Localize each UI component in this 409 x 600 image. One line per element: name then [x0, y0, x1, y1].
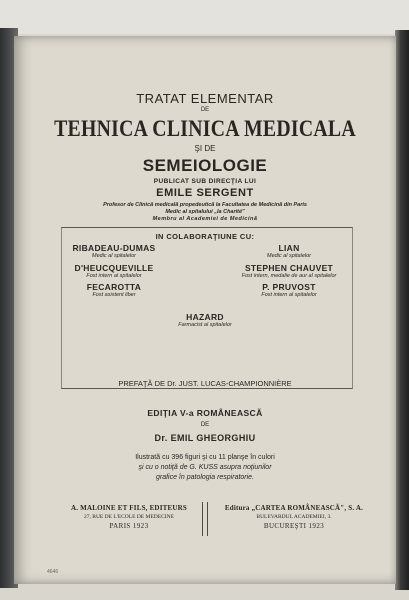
collaborator-note: Medic al spitalelor: [266, 253, 312, 259]
collaborator-name: STEPHEN CHAUVET: [244, 263, 334, 273]
publisher-right-name: Editura „CARTEA ROMÂNEASCĂ", S. A.: [224, 504, 364, 512]
illustration-line-3: grafice în patologia respiratorie.: [155, 474, 255, 481]
collaborator-note: Medic al spitalelor: [91, 253, 137, 259]
collaborator-entry: [39, 243, 189, 259]
collaborator-note: Fost asistent liber: [92, 292, 136, 298]
collaborator-entry: [204, 243, 374, 259]
collaborator-name: FECAROTTA: [86, 282, 142, 292]
collaborators-header: IN COLABORAŢIUNE CU:: [155, 232, 255, 241]
collaborator-note: Farmacist al spitalelor: [178, 322, 232, 328]
author-affiliation-2: Medic al spitalului „la Charité": [165, 209, 245, 215]
print-mark: 4646: [47, 569, 59, 575]
title-de: DE: [200, 107, 210, 113]
title-si-de: ŞI DE: [194, 144, 216, 153]
collaborator-entry: [14, 312, 396, 328]
collaborator-entry: [204, 282, 374, 298]
publisher-left-city: PARIS 1923: [109, 522, 149, 530]
title-line1: TRATAT ELEMENTAR: [136, 91, 274, 106]
collaborator-name: LIAN: [278, 243, 300, 253]
collaborator-entry: [39, 263, 189, 279]
publisher-divider: [202, 502, 208, 536]
collaborator-entry: [39, 282, 189, 298]
title-page: [14, 36, 396, 584]
collaborator-entry: [204, 263, 374, 279]
publisher-right: [214, 504, 374, 530]
publisher-right-city: BUCUREŞTI 1923: [263, 522, 325, 530]
author-name: EMILE SERGENT: [156, 187, 254, 199]
subtitle: SEMEIOLOGIE: [142, 156, 268, 175]
collaborator-name: D'HEUCQUEVILLE: [74, 263, 154, 273]
collaborator-name: HAZARD: [186, 312, 224, 322]
translator-name: Dr. EMIL GHEORGHIU: [154, 433, 256, 443]
illustration-line-1: Ilustrată cu 396 figuri şi cu 11 planşe în culori: [135, 454, 275, 461]
collaborator-note: Fost intern al spitalelor: [261, 292, 317, 298]
preface-line: PREFAŢĂ DE Dr. JUST. LUCAS-CHAMPIONNIÈRE: [118, 379, 292, 388]
book-cover-edge: [395, 30, 409, 590]
publisher-left-name: A. MALOINE ET FILS, EDITEURS: [71, 504, 187, 512]
edition-de: DE: [200, 422, 210, 428]
collaborator-note: Fost intern, medalie de aur al spitalelor: [241, 273, 337, 279]
illustration-line-2: şi cu o notiţă de G. KUSS asupra noţiunilor: [138, 464, 272, 471]
collaborator-name: P. PRUVOST: [262, 282, 316, 292]
publisher-right-address: BULEVARDUL ACADEMIEI, 3.: [256, 514, 332, 520]
publisher-left-address: 27, RUE DE L'ECOLE DE MEDECINE: [84, 514, 174, 520]
publisher-left: [59, 504, 199, 530]
main-title: TEHNICA CLINICA MEDICALA: [54, 116, 356, 141]
collaborator-note: Fost intern al spitalelor: [86, 273, 142, 279]
background-top: [0, 0, 409, 34]
edition-line: EDIŢIA V-a ROMÂNEASCĂ: [147, 408, 263, 418]
author-affiliation-1: Profesor de Clinică medicală propedeutică la Facultatea de Medicină din Paris: [103, 202, 307, 208]
author-affiliation-3: Membru al Academiei de Medicină: [152, 216, 258, 222]
published-under: PUBLICAT SUB DIRECŢIA LUI: [153, 178, 257, 185]
collaborator-name: RIBADEAU-DUMAS: [72, 243, 156, 253]
